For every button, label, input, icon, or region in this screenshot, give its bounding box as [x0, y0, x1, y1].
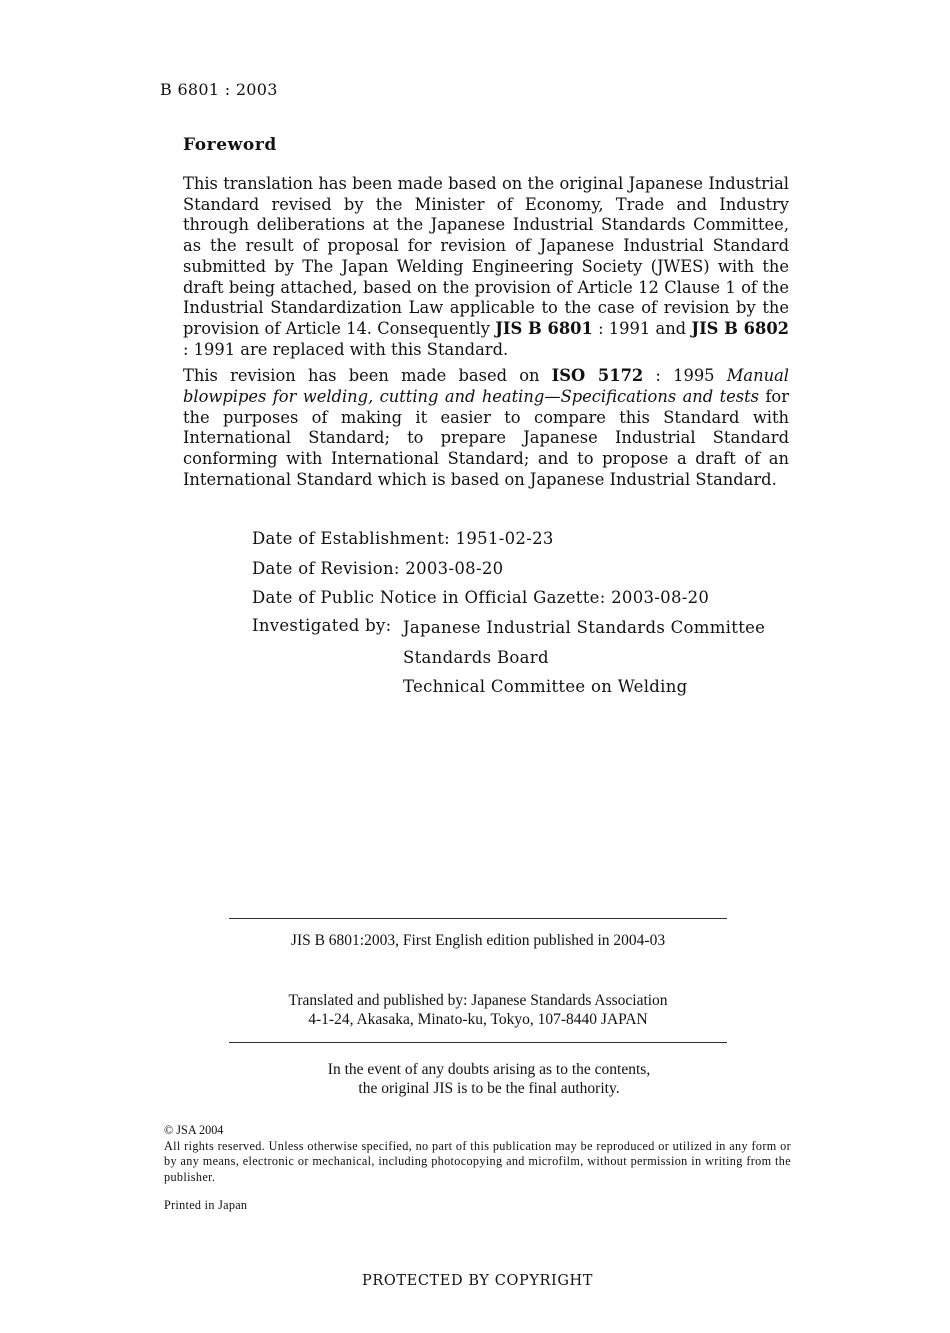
iso-reference: ISO 5172: [551, 366, 644, 386]
investigated-by-label: Investigated by:: [252, 616, 392, 636]
foreword-title: Foreword: [183, 135, 277, 155]
document-id-header: B 6801 : 2003: [160, 80, 278, 99]
date-of-revision: Date of Revision: 2003-08-20: [252, 558, 504, 578]
standard-reference: JIS B 6802: [691, 318, 789, 338]
doubts-line: In the event of any doubts arising as to the contents,: [327, 1061, 651, 1078]
date-of-establishment: Date of Establishment: 1951-02-23: [252, 529, 554, 548]
divider-top: [229, 918, 727, 919]
foreword-p2-text: : 1995: [643, 366, 727, 386]
foreword-p1-text: : 1991 and: [592, 318, 692, 338]
doubts-notice: [229, 1060, 749, 1098]
investigated-by-list: [403, 616, 765, 705]
standard-reference: JIS B 6801: [495, 318, 593, 338]
divider-bottom: [229, 1042, 727, 1043]
printed-in: Printed in Japan: [164, 1198, 248, 1212]
dates-block: [252, 527, 765, 705]
investigated-by: [252, 616, 765, 705]
investigator-entry: Standards Board: [403, 647, 549, 667]
protected-by-copyright-footer: PROTECTED BY COPYRIGHT: [362, 1273, 594, 1289]
foreword-p1-text: : 1991 are replaced with this Standard.: [183, 339, 509, 359]
doubts-line: the original JIS is to be the final authority.: [358, 1080, 620, 1097]
edition-line: JIS B 6801:2003, First English edition published in 2004-03: [290, 932, 666, 949]
foreword-p1-text: This translation has been made based on the original Japanese Industrial Standard revised by the Minister of Economy, Trade and Industry through deliberations at the Japanese Industrial Standards Committee, as the result of proposal for revision of Japanese Industrial Standard submitted by The Japan Welding Engineering Society (JWES) with the draft being attached, based on the provision of Article 12 Clause 1 of the Industrial Standardization Law applicable to the case of revision by the provision of Article 14. Consequently: [183, 174, 789, 338]
copyright-notice: © JSA 2004: [164, 1123, 224, 1137]
publisher-line: Translated and published by: Japanese Standards Association: [288, 992, 668, 1009]
foreword-paragraph-1: [183, 174, 789, 360]
foreword-p2-text: for the purposes of making it easier to compare this Standard with International Standard; to prepare Japanese Industrial Standard conforming with International Standard; and to propose a draft of an International Standard which is based on Japanese Industrial Standard.: [183, 387, 789, 489]
foreword-paragraph-2: [183, 366, 789, 490]
investigator-entry: Technical Committee on Welding: [403, 677, 688, 697]
investigator-entry: Japanese Industrial Standards Committee: [403, 618, 766, 638]
iso-title: Manual blowpipes for welding, cutting and heating—Specifications and tests: [183, 366, 789, 407]
rights-statement: All rights reserved. Unless otherwise specified, no part of this publication may be reproduced or utilized in any form or by any means, electronic or mechanical, including photocopying and microfilm, without permission in writing from the publisher.: [164, 1138, 791, 1184]
publisher-address: 4-1-24, Akasaka, Minato-ku, Tokyo, 107-8440 JAPAN: [308, 1011, 648, 1028]
publisher-block: [229, 991, 727, 1029]
date-of-public-notice: Date of Public Notice in Official Gazette: 2003-08-20: [252, 588, 710, 608]
copyright-block: [164, 1123, 791, 1185]
foreword-body: [183, 174, 789, 491]
foreword-p2-text: This revision has been made based on: [183, 366, 552, 386]
